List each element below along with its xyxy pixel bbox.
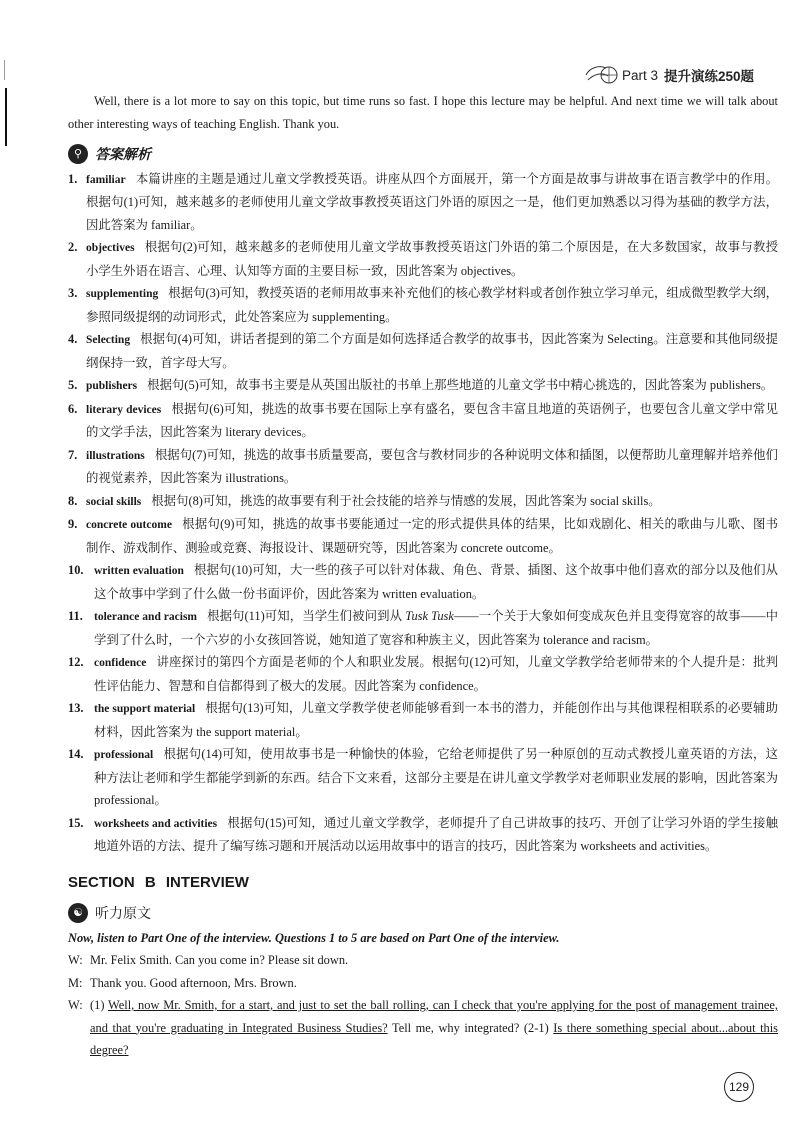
sentence-marker: (1) bbox=[90, 998, 109, 1012]
speaker-label: W: bbox=[68, 998, 83, 1012]
answer-text: 根据句(14)可知，使用故事书是一种愉快的体验，它给老师提供了另一种原创的互动式教授儿童英语的方法，这种方法让老师和学生都能学到新的东西。结合下文来看，这部分主要是在讲儿童文学教学对老师职业发展的影响，因此答案为 professional。 bbox=[94, 747, 778, 807]
dialogue-line bbox=[68, 972, 778, 995]
margin-bar bbox=[5, 88, 7, 146]
answer-number: 13. bbox=[68, 701, 84, 715]
answer-item bbox=[68, 743, 778, 812]
answer-number: 12. bbox=[68, 655, 84, 669]
transcript-section-heading bbox=[68, 902, 778, 925]
answer-number: 2. bbox=[68, 240, 78, 254]
answer-text: 根据句(15)可知，通过儿童文学教学，老师提升了自己讲故事的技巧、开创了让学习外语的学生接触地道外语的方法、提升了编写练习题和开展活动以运用故事中的语言的技巧，因此答案为 worksheets and activities。 bbox=[94, 815, 778, 853]
answer-key: tolerance and racism bbox=[94, 611, 198, 623]
answer-text: 根据句(11)可知，当学生们被问到从 bbox=[207, 609, 403, 623]
answer-text: 根据句(7)可知，挑选的故事书质量要高，要包含与教材同步的各种说明文体和插图，以便帮助儿童理解并培养他们的视觉素养，因此答案为 illustrations。 bbox=[86, 447, 778, 485]
headphones-icon: ☯ bbox=[68, 903, 88, 923]
answer-key: literary devices bbox=[86, 403, 162, 416]
answer-number: 6. bbox=[68, 401, 78, 416]
answer-section-title: 答案解析 bbox=[95, 146, 151, 162]
answer-text-continued: ——一个关于大象如何变成灰色并且变得宽容的故事——中学到了什么时，一个六岁的小女孩回答说，她知道了宽容和种族主义，因此答案为 tolerance and racism。 bbox=[94, 609, 779, 647]
answer-item bbox=[68, 444, 778, 490]
answer-key: objectives bbox=[86, 242, 135, 254]
dialogue-text: Thank you. Good afternoon, Mrs. Brown. bbox=[90, 975, 297, 990]
speaker-label: M: bbox=[68, 975, 83, 990]
answer-item bbox=[68, 812, 778, 858]
dialogue-line bbox=[68, 949, 778, 972]
answer-key: supplementing bbox=[86, 288, 159, 300]
answer-number: 8. bbox=[68, 493, 78, 508]
answer-number: 3. bbox=[68, 286, 78, 300]
answer-section-heading bbox=[68, 143, 778, 166]
header-part: Part 3 bbox=[621, 67, 658, 83]
answer-item bbox=[68, 490, 778, 514]
answer-number: 14. bbox=[68, 747, 84, 761]
speaker-label: W: bbox=[68, 953, 83, 967]
dialogue-text: Tell me, why integrated? (2-1) bbox=[387, 1020, 554, 1035]
answer-number: 1. bbox=[68, 171, 78, 186]
globe-icon bbox=[584, 64, 618, 86]
answer-text: 根据句(4)可知，讲话者提到的第二个方面是如何选择适合教学的故事书，因此答案为 Selecting。注意要和其他同级提纲保持一致，首字母大写。 bbox=[86, 332, 778, 370]
answer-item bbox=[68, 651, 778, 697]
answer-item bbox=[68, 374, 778, 398]
answer-key: publishers bbox=[86, 380, 138, 392]
answer-key: confidence bbox=[94, 657, 147, 669]
answer-text: 根据句(13)可知，儿童文学教学使老师能够看到一本书的潜力，并能创作出与其他课程相联系的必要辅助材料，因此答案为 the support material。 bbox=[94, 701, 778, 739]
answer-text: 根据句(3)可知，教授英语的老师用故事来补充他们的核心教学材料或者创作独立学习单元，组成微型教学大纲，参照同级提纲的动词形式，此处答案应为 supplementing。 bbox=[86, 286, 778, 324]
answer-text: 讲座探讨的第四个方面是老师的个人和职业发展。根据句(12)可知，儿童文学教学给老师带来的个人提升是：批判性评估能力、智慧和自信都得到了极大的发展。因此答案为 confidence。 bbox=[94, 655, 778, 693]
answer-text: 根据句(8)可知，挑选的故事要有利于社会技能的培养与情感的发展，因此答案为 social skills。 bbox=[151, 493, 661, 508]
answer-text: 根据句(5)可知，故事书主要是从英国出版社的书单上那些地道的儿童文学书中精心挑选的，因此答案为 publishers。 bbox=[147, 378, 774, 392]
answer-key: social skills bbox=[86, 495, 142, 508]
answer-item bbox=[68, 236, 778, 282]
answer-item bbox=[68, 398, 778, 444]
underlined-sentence: Is there something special about...about this degree? bbox=[90, 1020, 778, 1057]
page-number: 129 bbox=[724, 1072, 754, 1102]
answer-key: the support material bbox=[94, 703, 196, 715]
answer-number: 5. bbox=[68, 378, 78, 392]
answer-item bbox=[68, 697, 778, 743]
answer-item bbox=[68, 282, 778, 328]
answer-key: illustrations bbox=[86, 449, 145, 462]
answer-item bbox=[68, 328, 778, 374]
dialogue-line bbox=[68, 994, 778, 1062]
answer-text: 根据句(2)可知，越来越多的老师使用儿童文学故事教授英语这门外语的第二个原因是，在大多数国家，故事与教授小学生外语在语言、心理、认知等方面的主要目标一致，因此答案为 objectives。 bbox=[86, 240, 778, 278]
answer-key: worksheets and activities bbox=[94, 817, 218, 830]
intro-paragraph: Well, there is a lot more to say on this topic, but time runs so fast. I hope this lecture may be helpful. And next time we will talk about other interesting ways of teaching English. Thank you. bbox=[68, 94, 778, 131]
answer-item bbox=[68, 605, 778, 651]
header-title: 提升演练250题 bbox=[663, 69, 754, 84]
page-header bbox=[584, 62, 754, 88]
answer-text: 根据句(10)可知，大一些的孩子可以针对体裁、角色、背景、插图、这个故事中他们喜欢的部分以及他们从这个故事中学到了什么做一份书面评价，因此答案为 written evaluation。 bbox=[94, 563, 778, 601]
answer-item bbox=[68, 513, 778, 559]
answer-text: 本篇讲座的主题是通过儿童文学教授英语。讲座从四个方面展开，第一个方面是故事与讲故事在语言教学中的作用。根据句(1)可知，越来越多的老师使用儿童文学故事教授英语这门外语的原因之一是，他们更加熟悉以习得为基础的教学方法，因此答案为 familiar。 bbox=[86, 171, 778, 232]
answer-text: 根据句(9)可知，挑选的故事书要能通过一定的形式提供具体的结果，比如戏剧化、相关的歌曲与儿歌、图书制作、游戏制作、测验或竞赛、海报设计、课题研究等，因此答案为 concrete outcome。 bbox=[86, 517, 778, 555]
dialogue-text: Mr. Felix Smith. Can you come in? Please sit down. bbox=[90, 953, 349, 967]
answer-key: written evaluation bbox=[94, 565, 184, 577]
page-content bbox=[68, 90, 778, 1062]
answer-number: 11. bbox=[68, 609, 83, 623]
answer-item bbox=[68, 559, 778, 605]
listening-instruction: Now, listen to Part One of the interview. Questions 1 to 5 are based on Part One of the interview. bbox=[68, 930, 560, 945]
transcript-section-title: 听力原文 bbox=[95, 905, 151, 921]
answer-key: Selecting bbox=[86, 334, 131, 346]
margin-tick bbox=[4, 60, 5, 80]
answer-number: 15. bbox=[68, 815, 84, 830]
answer-number: 10. bbox=[68, 563, 84, 577]
underlined-sentence: Well, now Mr. Smith, for a start, and just to set the ball rolling, can I check that you're applying for the post of management trainee, and that you're graduating in Integrated Business Studies? bbox=[90, 998, 778, 1035]
answer-key: concrete outcome bbox=[86, 519, 172, 531]
answer-list bbox=[68, 168, 778, 858]
section-b-title: SECTION B INTERVIEW bbox=[68, 873, 249, 891]
book-title: Tusk Tusk bbox=[405, 609, 454, 623]
magnifier-icon: ⚲ bbox=[68, 144, 88, 164]
answer-number: 9. bbox=[68, 517, 78, 531]
answer-number: 7. bbox=[68, 447, 78, 462]
answer-key: familiar bbox=[86, 173, 126, 186]
answer-item bbox=[68, 168, 778, 237]
answer-key: professional bbox=[94, 749, 154, 761]
answer-text: 根据句(6)可知，挑选的故事书要在国际上享有盛名，要包含丰富且地道的英语例子，也要包含儿童文学中常见的文学手法，因此答案为 literary devices。 bbox=[86, 401, 778, 439]
answer-number: 4. bbox=[68, 332, 78, 346]
